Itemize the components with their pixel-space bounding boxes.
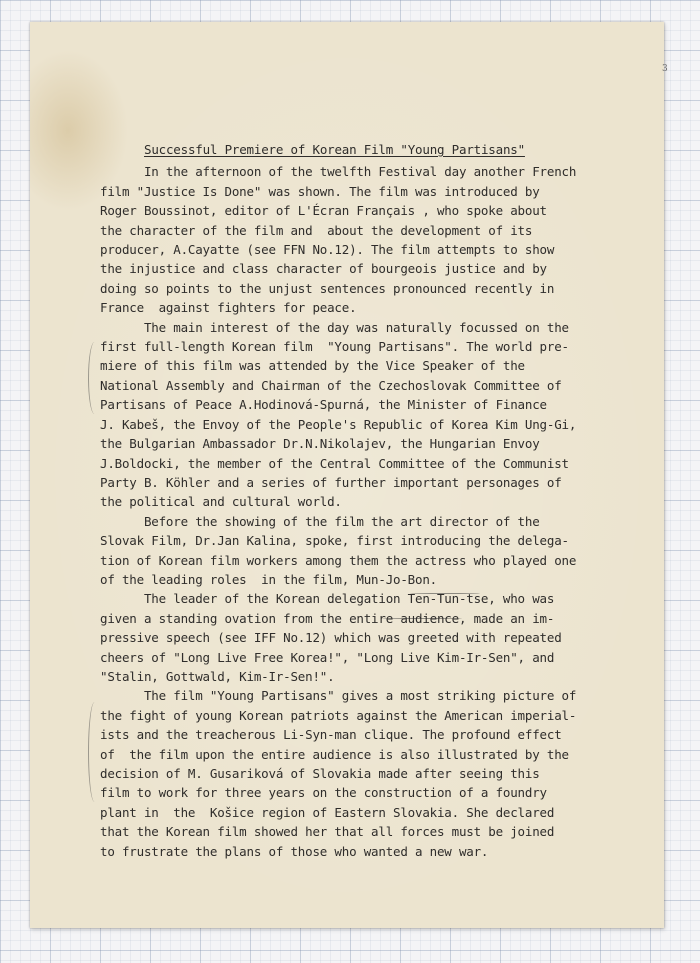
text-line: of the leading roles in the film, Mun-Jo-Bon. xyxy=(100,571,437,587)
text-line: of the film upon the entire audience is also illustrated by the xyxy=(100,746,569,762)
text-line: that the Korean film showed her that all forces must be joined xyxy=(100,824,555,840)
text-line: film to work for three years on the construction of a foundry xyxy=(100,785,547,801)
text-line: Roger Boussinot, editor of L'Écran Français , who spoke about xyxy=(100,203,547,219)
text-line: The main interest of the day was naturally focussed on the xyxy=(100,319,569,335)
text-line: cheers of "Long Live Free Korea!", "Long Live Kim-Ir-Sen", and xyxy=(100,649,555,665)
text-line: National Assembly and Chairman of the Czechoslovak Committee of xyxy=(100,377,562,393)
text-line: to frustrate the plans of those who wanted a new war. xyxy=(100,843,489,859)
text-line: the political and cultural world. xyxy=(100,494,342,510)
text-line: pressive speech (see IFF No.12) which was greeted with repeated xyxy=(100,630,562,646)
text-line: tion of Korean film workers among them the actress who played one xyxy=(100,552,577,568)
text-line: Partisans of Peace A.Hodinová-Spurná, the Minister of Finance xyxy=(100,397,547,413)
text-line: The leader of the Korean delegation Ten-Tun-tse, who was xyxy=(100,591,555,607)
text-line: ists and the treacherous Li-Syn-man clique. The profound effect xyxy=(100,727,562,743)
text-line: the Bulgarian Ambassador Dr.N.Nikolajev, the Hungarian Envoy xyxy=(100,436,540,452)
text-line: doing so points to the unjust sentences pronounced recently in xyxy=(100,280,555,296)
text-line: "Stalin, Gottwald, Kim-Ir-Sen!". xyxy=(100,668,335,684)
text-line: first full-length Korean film "Young Partisans". The world pre- xyxy=(100,339,569,355)
text-line: miere of this film was attended by the Vice Speaker of the xyxy=(100,358,525,374)
text-line: J.Boldocki, the member of the Central Committee of the Communist xyxy=(100,455,569,471)
text-line: plant in the Košice region of Eastern Slovakia. She declared xyxy=(100,804,555,820)
text-line: film "Justice Is Done" was shown. The film was introduced by xyxy=(100,183,540,199)
document-title: Successful Premiere of Korean Film "Young Partisans" xyxy=(144,142,525,157)
page-number: 3 xyxy=(662,64,668,74)
body-lines xyxy=(100,162,620,861)
text-line: Slovak Film, Dr.Jan Kalina, spoke, first introducing the delega- xyxy=(100,533,569,549)
text-line: decision of M. Gusariková of Slovakia made after seeing this xyxy=(100,766,540,781)
text-line: the character of the film and about the development of its xyxy=(100,222,533,238)
document-body xyxy=(100,140,620,861)
text-line: In the afternoon of the twelfth Festival day another French xyxy=(100,164,577,180)
text-line: The film "Young Partisans" gives a most striking picture of xyxy=(100,688,577,704)
text-line: Before the showing of the film the art director of the xyxy=(100,513,540,529)
text-line: the injustice and class character of bourgeois justice and by xyxy=(100,261,547,277)
text-line: J. Kabeš, the Envoy of the People's Republic of Korea Kim Ung-Gi, xyxy=(100,416,577,432)
text-line: France against fighters for peace. xyxy=(100,300,357,316)
text-line: given a standing ovation from the entire audience, made an im- xyxy=(100,610,555,626)
text-line: the fight of young Korean patriots against the American imperial- xyxy=(100,707,577,723)
text-line: producer, A.Cayatte (see FFN No.12). The film attempts to show xyxy=(100,242,555,258)
text-line: Party B. Köhler and a series of further important personages of xyxy=(100,474,562,490)
